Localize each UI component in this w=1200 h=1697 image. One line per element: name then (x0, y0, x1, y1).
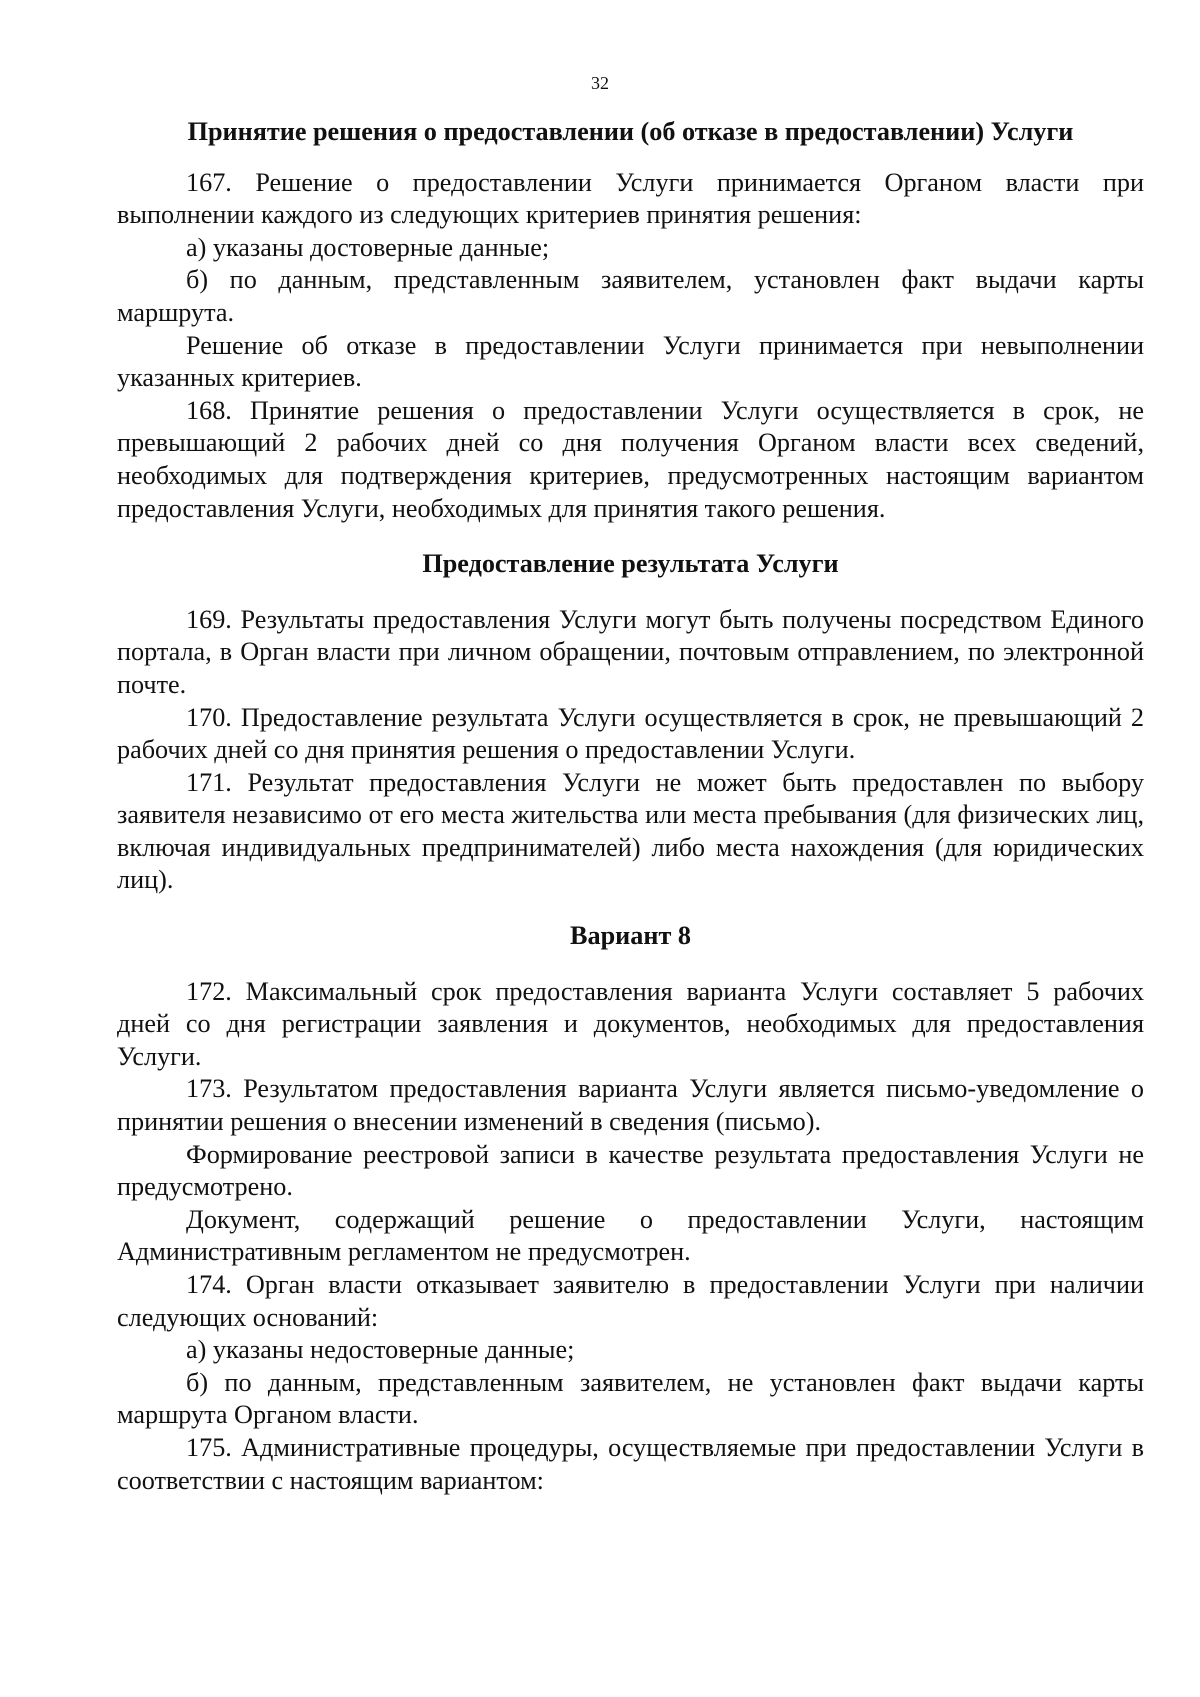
paragraph-169: 169. Результаты предоставления Услуги могут быть получены посредством Единого портала, в Орган власти при личном обращении, почтовым отправлением, по электронной почте. (117, 604, 1144, 699)
paragraph-174-b: б) по данным, представленным заявителем, не установлен факт выдачи карты маршрута Органом власти. (117, 1367, 1144, 1430)
paragraph-173-registry: Формирование реестровой записи в качестве результата предоставления Услуги не предусмотрено. (117, 1139, 1144, 1202)
paragraph-173-document: Документ, содержащий решение о предоставлении Услуги, настоящим Административным регламентом не предусмотрен. (117, 1204, 1144, 1267)
paragraph-173: 173. Результатом предоставления варианта Услуги является письмо-уведомление о принятии решения о внесении изменений в сведения (письмо). (117, 1074, 1144, 1137)
paragraph-170: 170. Предоставление результата Услуги осуществляется в срок, не превышающий 2 рабочих дней со дня принятия решения о предоставлении Услуги. (117, 702, 1144, 765)
document-body (117, 116, 1144, 1497)
paragraph-174: 174. Орган власти отказывает заявителю в предоставлении Услуги при наличии следующих оснований: (117, 1270, 1144, 1332)
paragraph-171: 171. Результат предоставления Услуги не может быть предоставлен по выбору заявителя независимо от его места жительства или места пребывания (для физических лиц, включая индивидуальных предпринимателей) либо места нахождения (для юридических лиц). (117, 767, 1144, 895)
section-heading-variant-8: Вариант 8 (570, 921, 691, 951)
paragraph-174-a: а) указаны недостоверные данные; (186, 1335, 575, 1365)
paragraph-167-b: б) по данным, представленным заявителем, установлен факт выдачи карты маршрута. (117, 265, 1144, 327)
page-number: 32 (591, 73, 609, 93)
section-heading-result: Предоставление результата Услуги (422, 549, 839, 579)
paragraph-168: 168. Принятие решения о предоставлении Услуги осуществляется в срок, не превышающий 2 рабочих дней со дня получения Органом власти всех сведений, необходимых для подтверждения критериев, предусмотренных настоящим вариантом предоставления Услуги, необходимых для принятия такого решения. (117, 395, 1144, 523)
paragraph-167: 167. Решение о предоставлении Услуги принимается Органом власти при выполнении каждого из следующих критериев принятия решения: (117, 167, 1144, 230)
paragraph-167-a: а) указаны достоверные данные; (186, 232, 550, 262)
paragraph-172: 172. Максимальный срок предоставления варианта Услуги составляет 5 рабочих дней со дня регистрации заявления и документов, необходимых для предоставления Услуги. (117, 976, 1144, 1071)
paragraph-175: 175. Административные процедуры, осуществляемые при предоставлении Услуги в соответствии с настоящим вариантом: (117, 1432, 1144, 1495)
section-heading-decision: Принятие решения о предоставлении (об отказе в предоставлении) Услуги (187, 117, 1074, 146)
paragraph-167-refusal: Решение об отказе в предоставлении Услуги принимается при невыполнении указанных критериев. (117, 330, 1144, 393)
